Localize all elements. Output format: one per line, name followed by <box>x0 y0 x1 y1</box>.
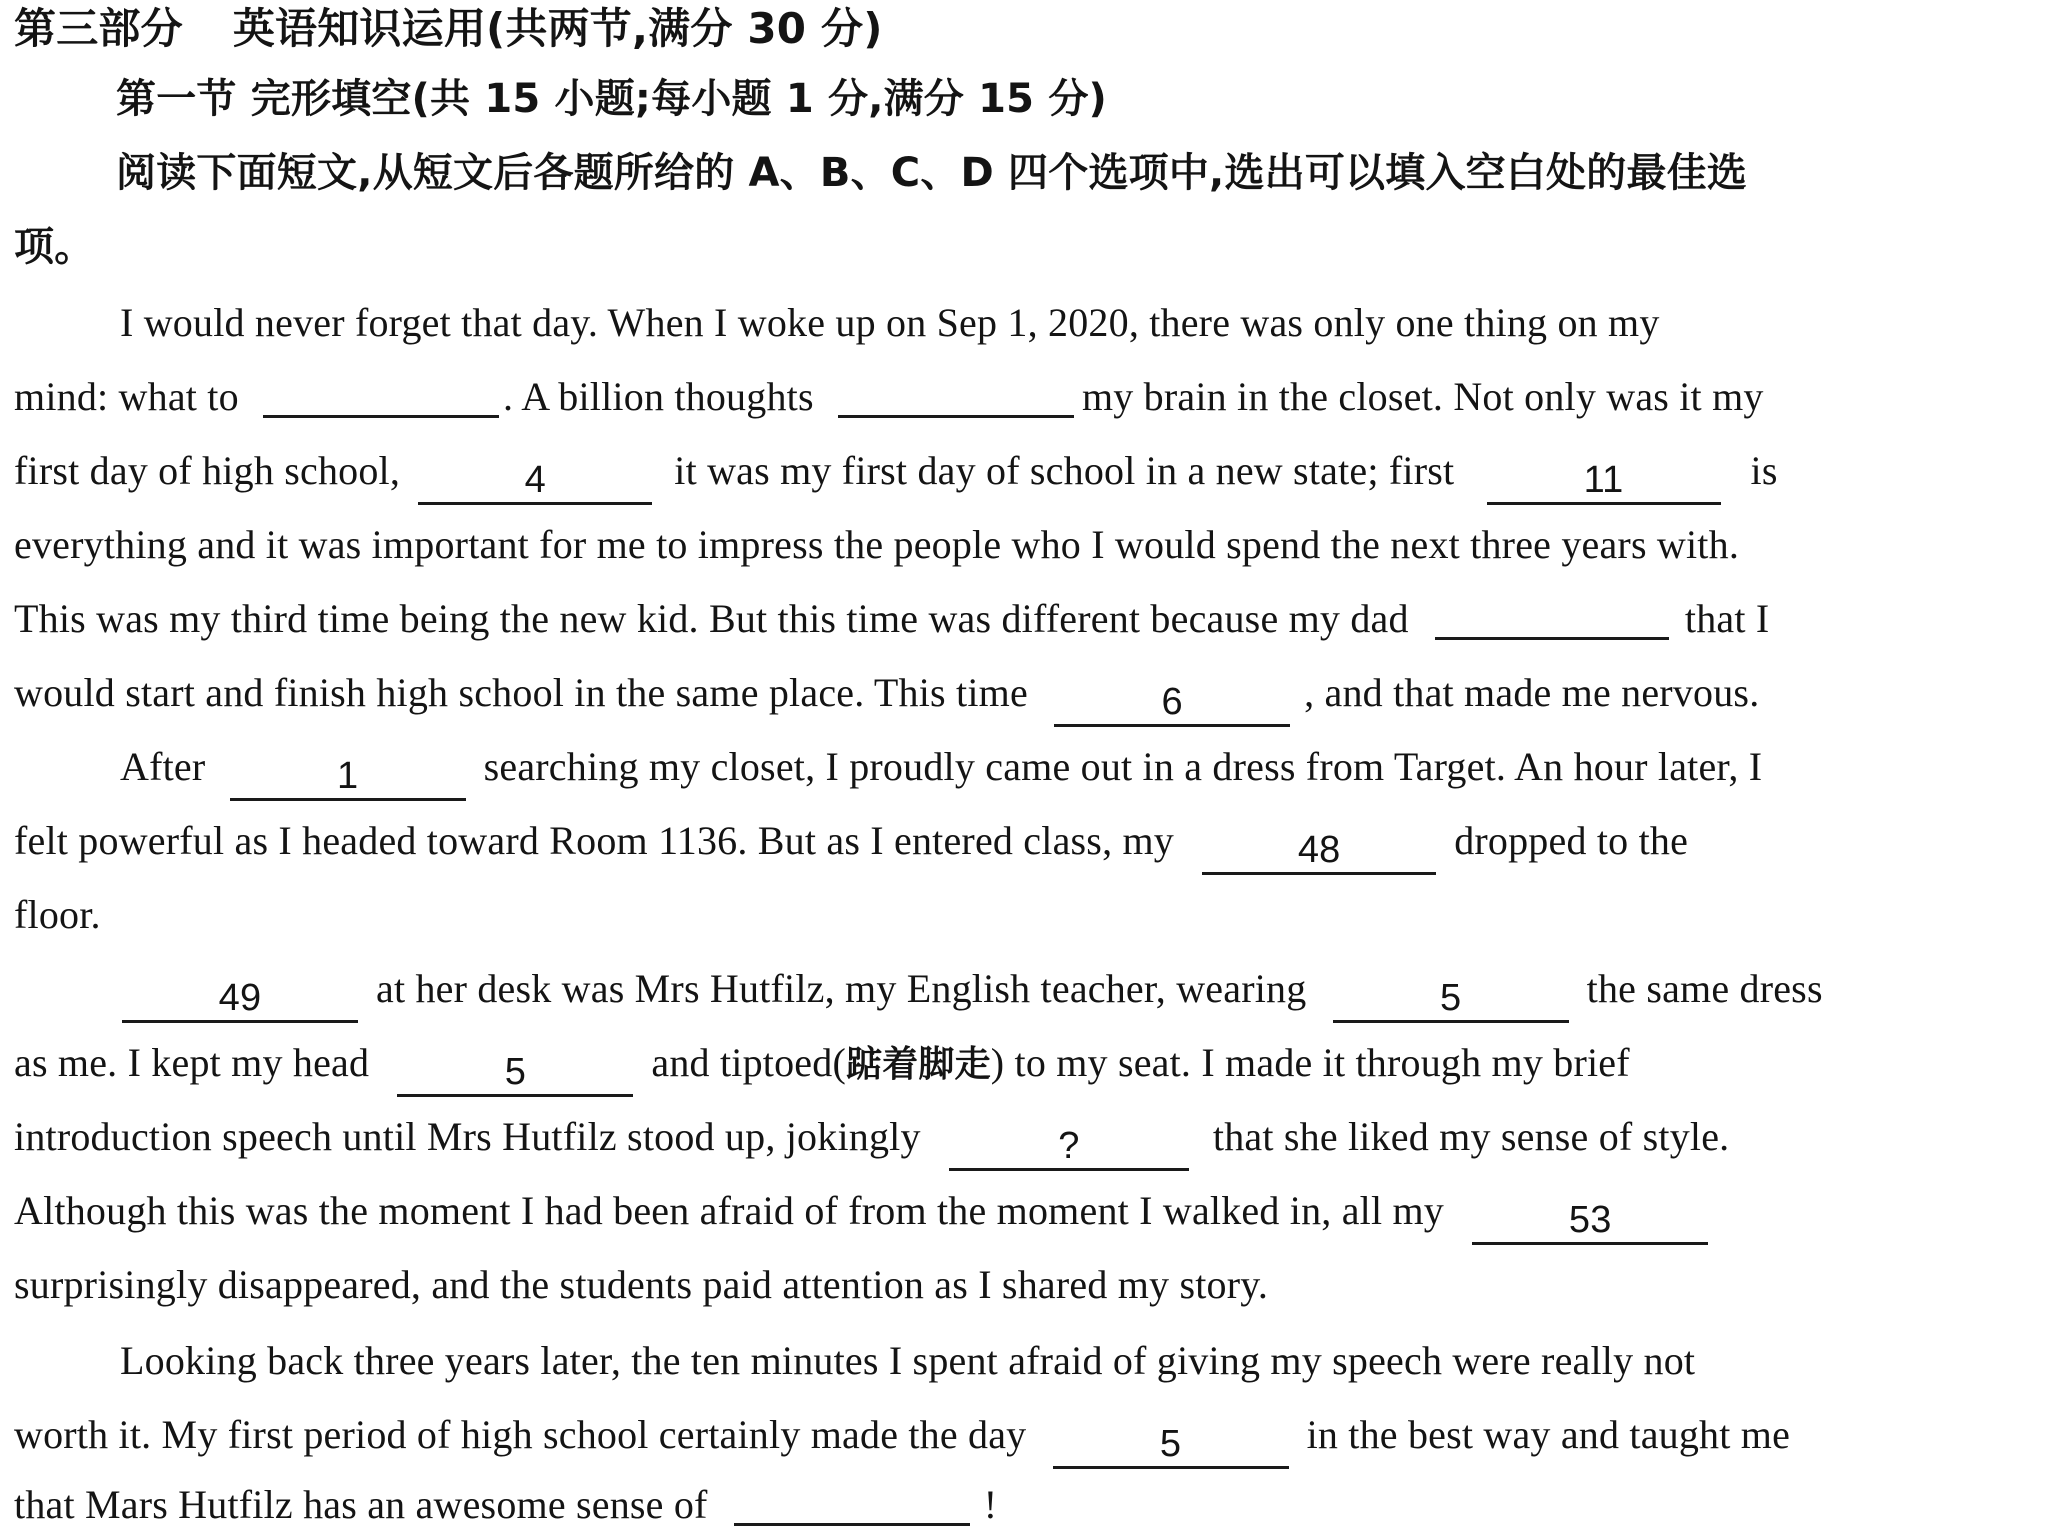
passage-text: the same dress <box>1586 966 1823 1011</box>
passage-line <box>14 666 2048 727</box>
passage-text: as me. I kept my head <box>14 1040 370 1085</box>
passage-text: searching my closet, I proudly came out in a dress from Target. An hour later, I <box>483 744 1763 789</box>
cloze-blank-53[interactable]: 53 <box>1472 1198 1708 1245</box>
passage-line <box>14 444 2048 505</box>
passage-line <box>14 1334 2048 1388</box>
cloze-blank[interactable] <box>734 1479 970 1526</box>
passage-text: I would never forget that day. When I woke up on Sep 1, 2020, there was only one thing on my <box>120 300 1660 345</box>
passage-line <box>14 296 2048 350</box>
cloze-blank-52[interactable]: ? <box>949 1124 1189 1171</box>
passage-text: ) to my seat. I made it through my brief <box>990 1040 1630 1085</box>
cloze-blank-4[interactable]: 4 <box>418 458 652 505</box>
passage-line <box>14 592 2048 646</box>
passage-text: ! <box>983 1482 998 1527</box>
passage-line <box>14 518 2048 572</box>
passage-text: . A billion thoughts <box>503 374 814 419</box>
passage-text: everything and it was important for me to impress the people who I would spend the next three years with. <box>14 522 1740 567</box>
passage-text: Although this was the moment I had been afraid of from the moment I walked in, all my <box>14 1188 1444 1233</box>
passage-line <box>14 1184 2048 1245</box>
passage-text: surprisingly disappeared, and the students paid attention as I shared my story. <box>14 1262 1269 1307</box>
cloze-blank-48[interactable]: 48 <box>1202 828 1436 875</box>
passage-line <box>14 1408 2048 1469</box>
part-title: 第三部分 <box>14 4 183 53</box>
passage-text: first day of high school, <box>14 448 401 493</box>
chinese-gloss: 踮着脚走 <box>845 1044 991 1085</box>
instruction-line-2: 项。 <box>14 224 95 270</box>
passage-line <box>14 888 2048 942</box>
cloze-blank-55[interactable]: 5 <box>1053 1422 1289 1469</box>
cloze-blank-1[interactable]: 1 <box>230 754 466 801</box>
passage-text: mind: what to <box>14 374 239 419</box>
passage-line <box>14 370 2048 424</box>
passage-text: floor. <box>14 892 101 937</box>
passage-text: and tiptoed( <box>651 1040 846 1085</box>
passage-text: worth it. My first period of high school certainly made the day <box>14 1412 1027 1457</box>
section-heading: 第一节 完形填空(共 15 小题;每小题 1 分,满分 15 分) <box>116 76 1107 122</box>
passage-text: it was my first day of school in a new state; first <box>674 448 1455 493</box>
passage-text: dropped to the <box>1454 818 1689 863</box>
passage-line <box>14 962 2048 1023</box>
passage-line <box>14 1036 2048 1097</box>
cloze-blank-6[interactable]: 6 <box>1054 680 1290 727</box>
passage-text: is <box>1750 448 1778 493</box>
passage-text: would start and finish high school in the same place. This time <box>14 670 1028 715</box>
passage-text: introduction speech until Mrs Hutfilz stood up, jokingly <box>14 1114 921 1159</box>
cloze-blank-50[interactable]: 5 <box>1333 976 1569 1023</box>
passage-text: felt powerful as I headed toward Room 1136. But as I entered class, my <box>14 818 1174 863</box>
passage-line <box>14 740 2048 801</box>
passage-text: After <box>120 744 206 789</box>
instruction-line-1: 阅读下面短文,从短文后各题所给的 A、B、C、D 四个选项中,选出可以填入空白处的最佳选 <box>116 150 1748 196</box>
cloze-blank-49[interactable]: 49 <box>122 976 358 1023</box>
passage-text: This was my third time being the new kid. But this time was different because my dad <box>14 596 1409 641</box>
passage-text: in the best way and taught me <box>1306 1412 1791 1457</box>
passage-text: that I <box>1684 596 1770 641</box>
passage-line <box>14 814 2048 875</box>
passage-text: at her desk was Mrs Hutfilz, my English teacher, wearing <box>376 966 1307 1011</box>
passage-line <box>14 1258 2048 1312</box>
passage-text: my brain in the closet. Not only was it my <box>1081 374 1764 419</box>
part-subtitle: 英语知识运用(共两节,满分 30 分) <box>232 4 883 53</box>
passage-text: , and that made me nervous. <box>1304 670 1760 715</box>
passage-line <box>14 1478 2048 1532</box>
cloze-blank-51[interactable]: 5 <box>397 1050 633 1097</box>
cloze-blank-11[interactable]: 11 <box>1487 458 1721 505</box>
passage-line <box>14 1110 2048 1171</box>
cloze-blank[interactable] <box>838 371 1074 418</box>
part-heading <box>14 2 2048 56</box>
cloze-blank[interactable] <box>263 371 499 418</box>
cloze-blank[interactable] <box>1435 593 1669 640</box>
passage-text: that she liked my sense of style. <box>1212 1114 1730 1159</box>
passage-text: that Mars Hutfilz has an awesome sense of <box>14 1482 708 1527</box>
passage-text: Looking back three years later, the ten minutes I spent afraid of giving my speech were really not <box>120 1338 1696 1383</box>
